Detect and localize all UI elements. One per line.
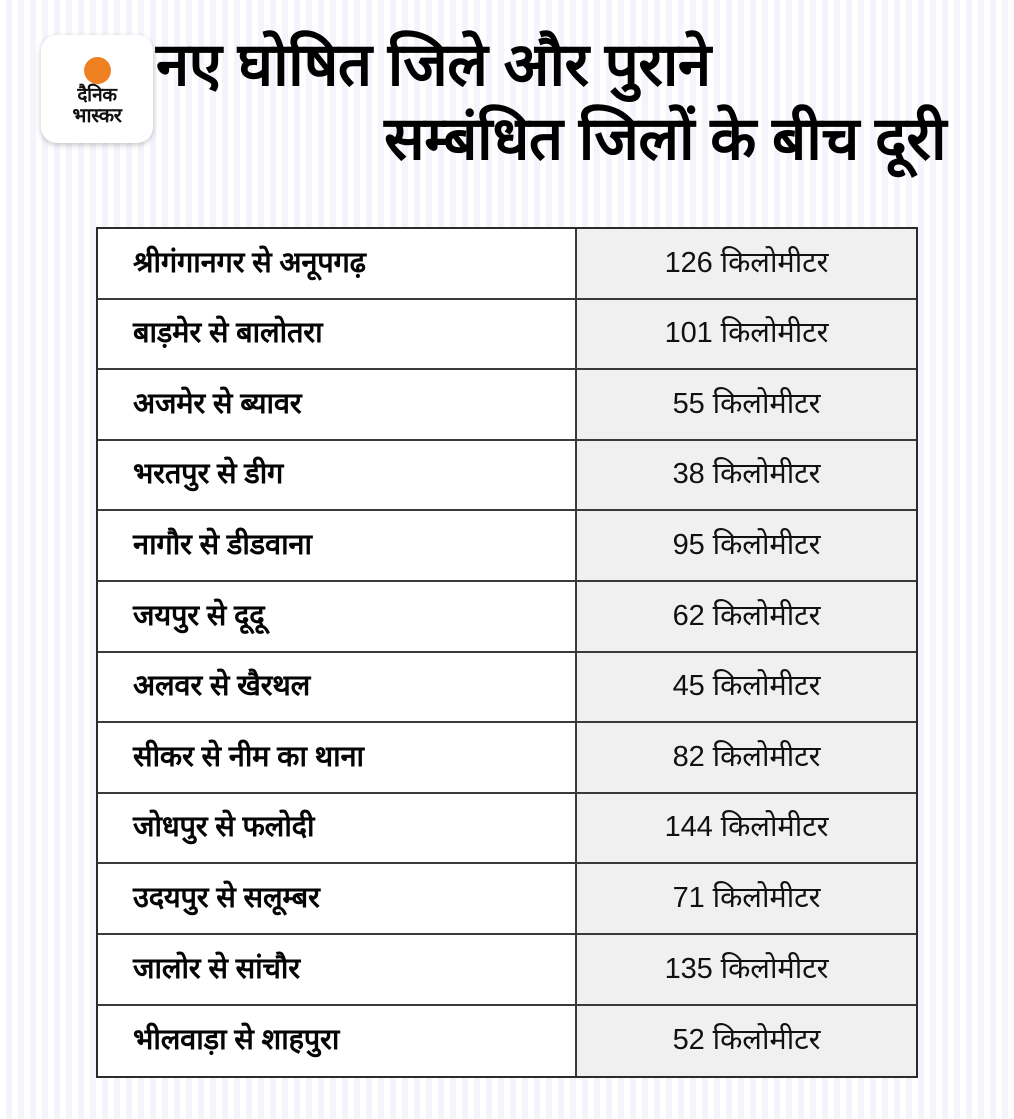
table-row — [98, 723, 916, 794]
distance-value: 45 किलोमीटर — [672, 670, 821, 703]
distance-cell — [577, 794, 916, 863]
district-pair-label: जोधपुर से फलोदी — [133, 811, 315, 844]
district-pair-cell — [98, 229, 577, 298]
distance-value: 38 किलोमीटर — [672, 458, 821, 491]
table-row — [98, 229, 916, 300]
page-header — [0, 0, 1014, 212]
page-title — [156, 28, 946, 176]
logo-text-line2: भास्कर — [72, 104, 122, 127]
table-row — [98, 794, 916, 865]
logo-text-line1: दैनिक — [77, 84, 117, 106]
district-pair-cell — [98, 653, 577, 722]
distance-cell — [577, 1006, 916, 1077]
district-pair-label: भरतपुर से डीग — [133, 458, 284, 491]
district-pair-label: श्रीगंगानगर से अनूपगढ़ — [133, 246, 366, 279]
district-pair-label: भीलवाड़ा से शाहपुरा — [133, 1024, 340, 1057]
table-row — [98, 370, 916, 441]
district-pair-cell — [98, 441, 577, 510]
distance-value: 144 किलोमीटर — [664, 811, 829, 844]
distance-cell — [577, 229, 916, 298]
district-pair-cell — [98, 582, 577, 651]
district-pair-cell — [98, 864, 577, 933]
distance-value: 95 किलोमीटर — [672, 529, 821, 561]
distance-cell — [577, 441, 916, 510]
district-pair-label: सीकर से नीम का थाना — [133, 740, 364, 773]
distance-table — [96, 227, 918, 1078]
distance-cell — [577, 511, 916, 580]
district-pair-label: नागौर से डीडवाना — [133, 529, 312, 561]
distance-cell — [577, 653, 916, 722]
table-row — [98, 300, 916, 371]
distance-value: 55 किलोमीटर — [672, 387, 821, 420]
distance-cell — [577, 370, 916, 439]
distance-value: 71 किलोमीटर — [672, 881, 821, 914]
distance-value: 62 किलोमीटर — [672, 599, 821, 632]
distance-value: 135 किलोमीटर — [664, 952, 829, 985]
table-row — [98, 441, 916, 512]
dainik-bhaskar-logo — [41, 35, 153, 143]
district-pair-cell — [98, 794, 577, 863]
distance-cell — [577, 300, 916, 369]
district-pair-label: बाड़मेर से बालोतरा — [133, 317, 323, 350]
district-pair-cell — [98, 1006, 577, 1077]
table-row — [98, 1006, 916, 1077]
table-row — [98, 864, 916, 935]
district-pair-cell — [98, 723, 577, 792]
distance-cell — [577, 723, 916, 792]
sun-icon — [84, 57, 111, 84]
district-pair-label: अजमेर से ब्यावर — [133, 387, 302, 420]
district-pair-cell — [98, 370, 577, 439]
table-row — [98, 582, 916, 653]
distance-table-body — [98, 229, 916, 1076]
distance-value: 126 किलोमीटर — [664, 246, 829, 279]
table-row — [98, 511, 916, 582]
distance-value: 82 किलोमीटर — [672, 740, 821, 773]
district-pair-cell — [98, 511, 577, 580]
distance-cell — [577, 935, 916, 1004]
district-pair-cell — [98, 300, 577, 369]
district-pair-label: उदयपुर से सलूम्बर — [133, 881, 320, 914]
distance-value: 52 किलोमीटर — [672, 1024, 821, 1057]
district-pair-cell — [98, 935, 577, 1004]
distance-cell — [577, 864, 916, 933]
table-row — [98, 653, 916, 724]
distance-value: 101 किलोमीटर — [664, 317, 829, 350]
district-pair-label: अलवर से खैरथल — [133, 670, 311, 703]
district-pair-label: जयपुर से दूदू — [133, 599, 265, 632]
table-row — [98, 935, 916, 1006]
page-title-line2: सम्बंधित जिलों के बीच दूरी — [384, 105, 946, 172]
distance-cell — [577, 582, 916, 651]
district-pair-label: जालोर से सांचौर — [133, 952, 300, 985]
page-title-line1: नए घोषित जिले और पुराने — [156, 31, 711, 98]
